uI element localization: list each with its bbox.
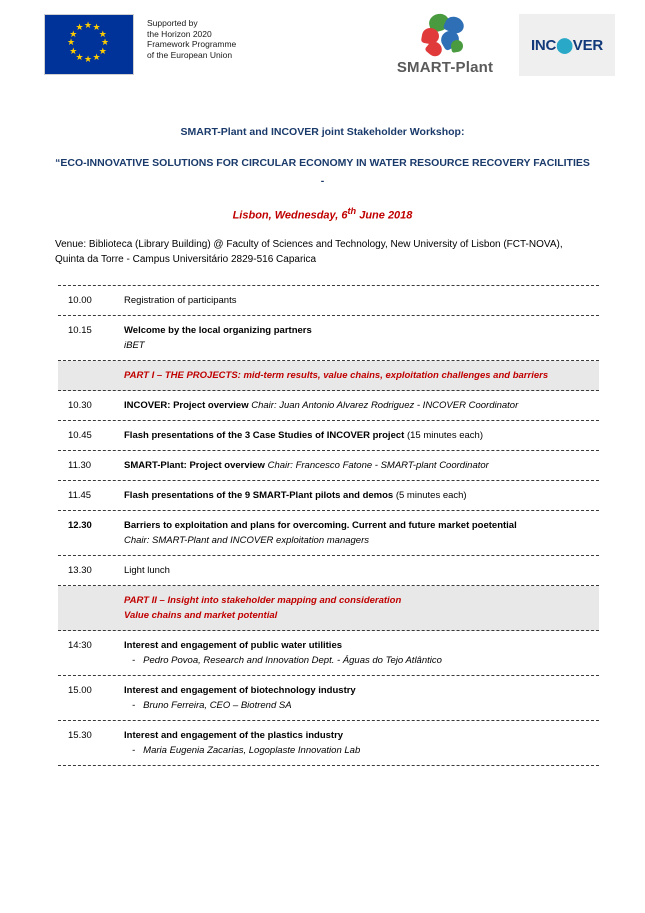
agenda-part-heading: PART II – Insight into stakeholder mapping and consideration [124, 594, 402, 606]
agenda-row-time: 14:30 [68, 639, 92, 651]
workshop-date [55, 206, 590, 222]
agenda-row-description [116, 368, 599, 383]
agenda-row [58, 511, 599, 556]
agenda-session-title: Interest and engagement of biotechnology industry [124, 684, 356, 696]
agenda-speaker-item: - Pedro Povoa, Research and Innovation Dept. - Águas do Tejo Atlântico [132, 654, 442, 666]
agenda-speaker-item: - Maria Eugenia Zacarias, Logoplaste Innovation Lab [132, 744, 361, 756]
agenda-session-chair: Chair: Francesco Fatone - SMART-plant Coordinator [264, 459, 489, 471]
smart-plant-wordmark [385, 59, 505, 76]
agenda-row-time: 11.30 [68, 459, 92, 471]
agenda-row [58, 721, 599, 766]
incover-wordmark [531, 36, 603, 54]
agenda-row-description [116, 428, 599, 443]
agenda-row-description [116, 518, 599, 548]
agenda-row-time: 12.30 [68, 519, 92, 531]
agenda-row-time: 13.30 [68, 564, 92, 576]
eu-star-icon: ★ [67, 37, 76, 47]
eu-star-icon: ★ [75, 22, 84, 33]
agenda-row [58, 556, 599, 586]
document-header [0, 0, 645, 104]
agenda-row-time: 10.00 [68, 294, 92, 306]
agenda-row [58, 421, 599, 451]
incover-logo [519, 14, 615, 76]
eu-funding-line-3: Framework Programme [147, 39, 237, 49]
bullet-dash-icon: - [132, 744, 136, 756]
eu-star-icon: ★ [84, 20, 93, 30]
agenda-part-subheading: Value chains and market potential [124, 609, 278, 621]
agenda-session-duration: (5 minutes each) [393, 489, 467, 501]
eu-star-icon: ★ [69, 45, 78, 56]
agenda-session-duration: (15 minutes each) [404, 429, 483, 441]
agenda-table [58, 285, 599, 766]
smart-plant-word-plant: -Plant [450, 59, 494, 76]
agenda-row [58, 361, 599, 391]
eu-star-icon: ★ [92, 51, 101, 62]
eu-star-icon: ★ [92, 22, 101, 33]
agenda-session-title: Welcome by the local organizing partners [124, 324, 312, 336]
agenda-session-title: Interest and engagement of public water utilities [124, 639, 343, 651]
agenda-row-description [116, 728, 599, 758]
water-drop-icon: ⬤ [556, 37, 573, 54]
agenda-row-description [116, 488, 599, 503]
agenda-session-title: Flash presentations of the 9 SMART-Plant pilots and demos [124, 489, 394, 501]
agenda-row-description [116, 323, 599, 353]
agenda-row-time: 10.45 [68, 429, 92, 441]
agenda-session-title: Interest and engagement of the plastics industry [124, 729, 344, 741]
eu-funding-note [147, 14, 267, 60]
smart-plant-word-smart: SMART [396, 59, 451, 76]
agenda-part-heading: PART I – THE PROJECTS: mid-term results, value chains, exploitation challenges and barriers [124, 369, 549, 381]
agenda-row-description [116, 683, 599, 713]
eu-star-icon: ★ [98, 28, 107, 39]
smart-plant-logo [385, 14, 505, 86]
agenda-row [58, 391, 599, 421]
bullet-dash-icon: - [132, 699, 136, 711]
eu-funding-line-4: of the European Union [147, 49, 233, 60]
eu-star-icon: ★ [101, 37, 110, 47]
workshop-date-prefix: Lisbon, Wednesday, 6 [232, 209, 348, 222]
agenda-session-chair: Chair: Juan Antonio Alvarez Rodriguez - INCOVER Coordinator [248, 399, 519, 411]
workshop-date-ordinal: th [347, 206, 357, 216]
incover-word-inc: INC [530, 37, 557, 54]
agenda-row [58, 586, 599, 631]
agenda-row-time: 11.45 [68, 489, 92, 501]
workshop-date-suffix: June 2018 [356, 209, 413, 222]
agenda-row-description [116, 563, 599, 578]
eu-star-icon: ★ [84, 54, 93, 64]
eu-star-icon: ★ [75, 51, 84, 62]
title-block [0, 104, 645, 222]
agenda-row-time: 15.30 [68, 729, 92, 741]
agenda-row [58, 481, 599, 511]
venue-text: Venue: Biblioteca (Library Building) @ Faculty of Sciences and Technology, New University of Lisbon (FCT-NOVA), Quinta da Torre - Campus Universitário 2829-516 Caparica [55, 238, 563, 265]
european-union-flag-icon [44, 14, 134, 75]
smart-plant-mark-icon [413, 14, 477, 58]
eu-funding-line-1: Supported by [147, 18, 198, 28]
eu-star-icon: ★ [69, 28, 78, 39]
agenda-row-description [116, 293, 599, 308]
incover-word-ver: VER [572, 37, 604, 54]
agenda-row-description [116, 593, 599, 623]
agenda-row [58, 676, 599, 721]
agenda-row-time: 10.30 [68, 399, 92, 411]
agenda-row [58, 631, 599, 676]
agenda-session-title: Light lunch [124, 564, 170, 576]
agenda-session-title: Registration of participants [124, 294, 237, 306]
agenda-row [58, 285, 599, 316]
bullet-dash-icon: - [132, 654, 136, 666]
agenda-session-title: Flash presentations of the 3 Case Studies of INCOVER project [124, 429, 405, 441]
agenda-session-title: INCOVER: Project overview [124, 399, 249, 411]
agenda-row-description [116, 398, 599, 413]
agenda-session-title: SMART-Plant: Project overview [124, 459, 265, 471]
agenda-row [58, 451, 599, 481]
agenda-row-description [116, 638, 599, 668]
workshop-subtitle: “ECO-INNOVATIVE SOLUTIONS FOR CIRCULAR ECONOMY IN WATER RESOURCE RECOVERY FACILITIES - [55, 157, 590, 187]
agenda-row-description [116, 458, 599, 473]
eu-funding-line-2: the Horizon 2020 [147, 28, 212, 39]
agenda-speaker-item: - Bruno Ferreira, CEO – Biotrend SA [132, 699, 292, 711]
agenda-session-note: iBET [124, 339, 145, 351]
eu-star-icon: ★ [98, 45, 107, 56]
agenda-row-time: 15.00 [68, 684, 92, 696]
agenda-session-note: Chair: SMART-Plant and INCOVER exploitation managers [124, 534, 370, 546]
agenda-row [58, 316, 599, 361]
workshop-title: SMART-Plant and INCOVER joint Stakeholder Workshop: [180, 126, 465, 138]
agenda-row-time: 10.15 [68, 324, 92, 336]
agenda-session-title: Barriers to exploitation and plans for overcoming. Current and future market poetential [124, 519, 517, 531]
